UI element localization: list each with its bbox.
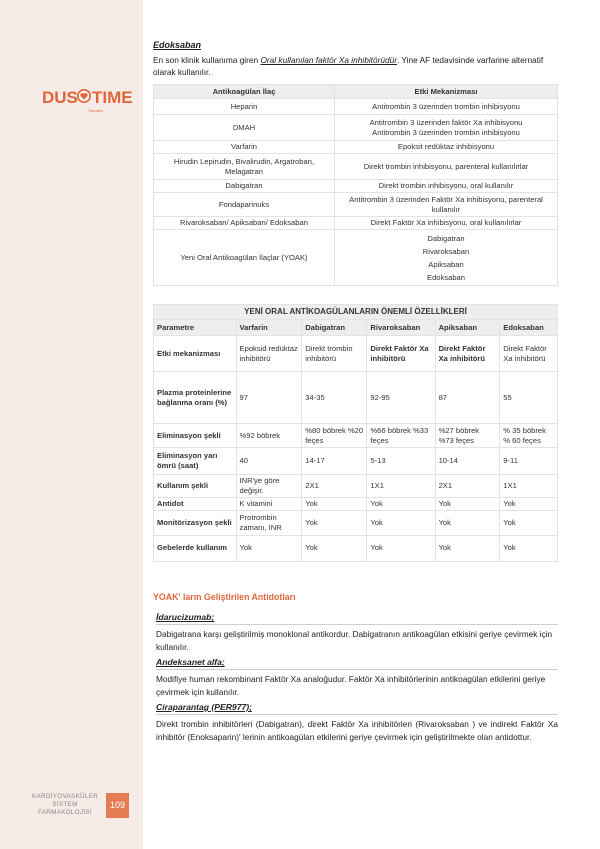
value-cell: 2X1 bbox=[435, 475, 500, 498]
table-row bbox=[154, 115, 558, 141]
value-cell: 9-11 bbox=[500, 448, 558, 475]
value-cell: Direkt trombin inhibitörü bbox=[302, 336, 367, 372]
logo-text-right: TIME bbox=[92, 88, 133, 107]
table-row bbox=[154, 217, 558, 230]
table-row bbox=[154, 99, 558, 115]
mechanism-cell bbox=[335, 154, 558, 180]
parameter-cell: Eliminasyon yarı ömrü (saat) bbox=[154, 448, 237, 475]
value-cell: 97 bbox=[236, 372, 302, 424]
table-caption: YENİ ORAL ANTİKOAGÜLANLARIN ÖNEMLİ ÖZELLİKLERİ bbox=[154, 305, 558, 320]
logo-subtitle: Yayınevi bbox=[88, 108, 104, 113]
value-cell: 34-35 bbox=[302, 372, 367, 424]
mechanism-cell bbox=[335, 193, 558, 217]
value-cell: 92-95 bbox=[367, 372, 435, 424]
value-cell: K vitamini bbox=[236, 497, 302, 510]
value-cell: Protrombin zamanı, INR bbox=[236, 510, 302, 535]
table-row bbox=[154, 510, 558, 535]
parameter-cell: Gebelerde kullanım bbox=[154, 535, 237, 561]
mechanism-line: Direkt Faktör Xa inhibisyonu, oral kullanılırlar bbox=[370, 218, 522, 227]
mechanism-line: Antitrombin 3 üzerinden trombin inhibisyonu bbox=[372, 127, 520, 137]
table-row bbox=[154, 372, 558, 424]
mechanism-cell bbox=[335, 230, 558, 286]
value-cell: Yok bbox=[367, 510, 435, 535]
anticoagulant-table bbox=[153, 84, 558, 286]
dustime-logo bbox=[42, 88, 132, 116]
value-cell: Yok bbox=[500, 497, 558, 510]
mechanism-line: Dabigatran bbox=[427, 233, 465, 243]
table-row bbox=[154, 193, 558, 217]
mechanism-cell bbox=[335, 141, 558, 154]
value-cell: Yok bbox=[435, 510, 500, 535]
mechanism-line: Direkt trombin inhibisyonu, parenteral kullanılırlar bbox=[363, 161, 529, 171]
mechanism-line: Epoksit redüktaz inhibisyonu bbox=[397, 142, 495, 151]
value-cell: Yok bbox=[435, 497, 500, 510]
value-cell: 5-13 bbox=[367, 448, 435, 475]
column-header: Parametre bbox=[154, 320, 237, 336]
para-text: En son klinik kullanıma giren bbox=[153, 55, 261, 65]
drug-cell: Rivaroksaban/ Apiksaban/ Edoksaban bbox=[154, 217, 335, 230]
value-cell: Yok bbox=[236, 535, 302, 561]
value-cell: Yok bbox=[500, 535, 558, 561]
drug-cell: Varfarin bbox=[154, 141, 335, 154]
drug-cell: Yeni Oral Antikoagülan İlaçlar (YOAK) bbox=[154, 230, 335, 286]
value-cell: Direkt Faktör Xa inhibitörü bbox=[367, 336, 435, 372]
book-section-label bbox=[28, 793, 102, 817]
antidote-name-ciraparantag: Ciraparantag (PER977); bbox=[156, 702, 252, 712]
value-cell: 2X1 bbox=[302, 475, 367, 498]
logo-text-left: DUS bbox=[42, 88, 78, 107]
table-row bbox=[154, 141, 558, 154]
value-cell: %66 böbrek %33 feçes bbox=[367, 424, 435, 448]
value-cell: Yok bbox=[302, 535, 367, 561]
antidote-description: Dabigatrana karşı geliştirilmiş monoklonal antikordur. Dabigatranın antikoagülan etkisini geriye çevirmek için kullanılır. bbox=[156, 629, 553, 652]
column-header: Antikoagülan İlaç bbox=[154, 85, 335, 99]
para-text: . Yine AF tedavisinde varfarine alternatif olarak kullanılır. bbox=[153, 55, 544, 77]
antidotes-section-title: YOAK' ların Geliştirilen Antidotları bbox=[153, 592, 296, 602]
drug-cell: Fondaparinuks bbox=[154, 193, 335, 217]
divider bbox=[156, 714, 558, 715]
table-row bbox=[154, 180, 558, 193]
parameter-cell: Monitörizasyon şekli bbox=[154, 510, 237, 535]
value-cell: INR'ye göre değişir. bbox=[236, 475, 302, 498]
mechanism-line: Antitrombin 3 üzerinden faktör Xa inhibisyonu bbox=[369, 117, 523, 127]
value-cell: Yok bbox=[302, 510, 367, 535]
table-row bbox=[154, 424, 558, 448]
yoak-properties-table bbox=[153, 304, 558, 562]
value-cell: % 35 böbrek % 60 feçes bbox=[500, 424, 558, 448]
value-cell: 87 bbox=[435, 372, 500, 424]
antidote-name-idarucizumab: İdarucizumab; bbox=[156, 612, 215, 622]
column-header: Varfarin bbox=[236, 320, 302, 336]
mechanism-line: Direkt trombin inhibisyonu, oral kullanılır bbox=[378, 181, 514, 190]
parameter-cell: Kullanım şekli bbox=[154, 475, 237, 498]
mechanism-line: Antitrombin 3 üzerinden Faktör Xa inhibisyonu, parenteral kullanılır bbox=[349, 194, 543, 214]
value-cell: 40 bbox=[236, 448, 302, 475]
value-cell: 1X1 bbox=[367, 475, 435, 498]
footer-line: KARDİYOVASKÜLER bbox=[32, 793, 98, 800]
parameter-cell: Plazma proteinlerine bağlanma oranı (%) bbox=[154, 372, 237, 424]
page-number: 109 bbox=[106, 793, 129, 818]
edoksaban-paragraph bbox=[153, 54, 558, 78]
parameter-cell: Eliminasyon şekli bbox=[154, 424, 237, 448]
value-cell: 10-14 bbox=[435, 448, 500, 475]
parameter-cell: Antidot bbox=[154, 497, 237, 510]
antidote-description: Direkt trombin inhibitörleri (Dabigatran), direkt Faktör Xa inhibitörleri (Rivaroksaban ) ve indirekt Faktör Xa inhibitör (Enoksaparin)' lerinin antikoagülan etkilerini geriye çevirmek için geliştirilmekte olan antidottur. bbox=[156, 719, 558, 742]
column-header: Dabigatran bbox=[302, 320, 367, 336]
table-row bbox=[154, 154, 558, 180]
section-title-edoksaban: Edoksaban bbox=[153, 40, 202, 50]
para-emphasis: Oral kullanılan faktör Xa inhibitörüdür bbox=[260, 55, 397, 65]
mechanism-cell bbox=[335, 99, 558, 115]
value-cell: 14-17 bbox=[302, 448, 367, 475]
heart-stethoscope-icon bbox=[77, 89, 91, 103]
value-cell: Yok bbox=[500, 510, 558, 535]
mechanism-line: Antitrombin 3 üzerinden trombin inhibisyonu bbox=[372, 101, 520, 111]
mechanism-cell bbox=[335, 217, 558, 230]
antidote-description: Modifiye human rekombinant Faktör Xa analoğudur. Faktör Xa inhibitörlerinin antikoagülan etkilerini geriye çevirmek için kullanılır. bbox=[156, 674, 546, 697]
mechanism-line: Rivaroksaban bbox=[422, 246, 470, 256]
column-header: Apiksaban bbox=[435, 320, 500, 336]
footer-line: FARMAKOLOJİSİ bbox=[38, 809, 92, 816]
divider bbox=[156, 624, 558, 625]
antidote-name-andeksanet: Andeksanet alfa; bbox=[156, 657, 225, 667]
column-header: Etki Mekanizması bbox=[335, 85, 558, 99]
value-cell: Epoksid redüktaz inhibitörü bbox=[236, 336, 302, 372]
table-row bbox=[154, 475, 558, 498]
table-row bbox=[154, 336, 558, 372]
sidebar bbox=[0, 0, 143, 849]
drug-cell: DMAH bbox=[154, 115, 335, 141]
value-cell: Yok bbox=[435, 535, 500, 561]
divider bbox=[156, 669, 558, 670]
value-cell: Yok bbox=[367, 535, 435, 561]
value-cell: Direkt Faktör Xa inhibitörü bbox=[435, 336, 500, 372]
value-cell: 55 bbox=[500, 372, 558, 424]
table-row bbox=[154, 497, 558, 510]
value-cell: Yok bbox=[302, 497, 367, 510]
value-cell: Yok bbox=[367, 497, 435, 510]
mechanism-line: Apiksaban bbox=[428, 259, 464, 269]
parameter-cell: Etki mekanizması bbox=[154, 336, 237, 372]
mechanism-line: Edoksaban bbox=[427, 272, 465, 282]
drug-cell: Heparin bbox=[154, 99, 335, 115]
value-cell: Direkt Faktör Xa inhibitörü bbox=[500, 336, 558, 372]
column-header: Rivaroksaban bbox=[367, 320, 435, 336]
value-cell: %27 böbrek %73 feçes bbox=[435, 424, 500, 448]
table-row bbox=[154, 230, 558, 286]
mechanism-cell bbox=[335, 180, 558, 193]
drug-cell: Dabigatran bbox=[154, 180, 335, 193]
value-cell: %92 böbrek bbox=[236, 424, 302, 448]
value-cell: 1X1 bbox=[500, 475, 558, 498]
column-header: Edoksaban bbox=[500, 320, 558, 336]
footer-line: SİSTEM bbox=[52, 801, 78, 808]
drug-cell: Hirudin Lepirudin, Bivalirudin, Argatroban, Melagatran bbox=[154, 154, 335, 180]
table-row bbox=[154, 535, 558, 561]
table-row bbox=[154, 448, 558, 475]
mechanism-cell bbox=[335, 115, 558, 141]
value-cell: %80 böbrek %20 feçes bbox=[302, 424, 367, 448]
